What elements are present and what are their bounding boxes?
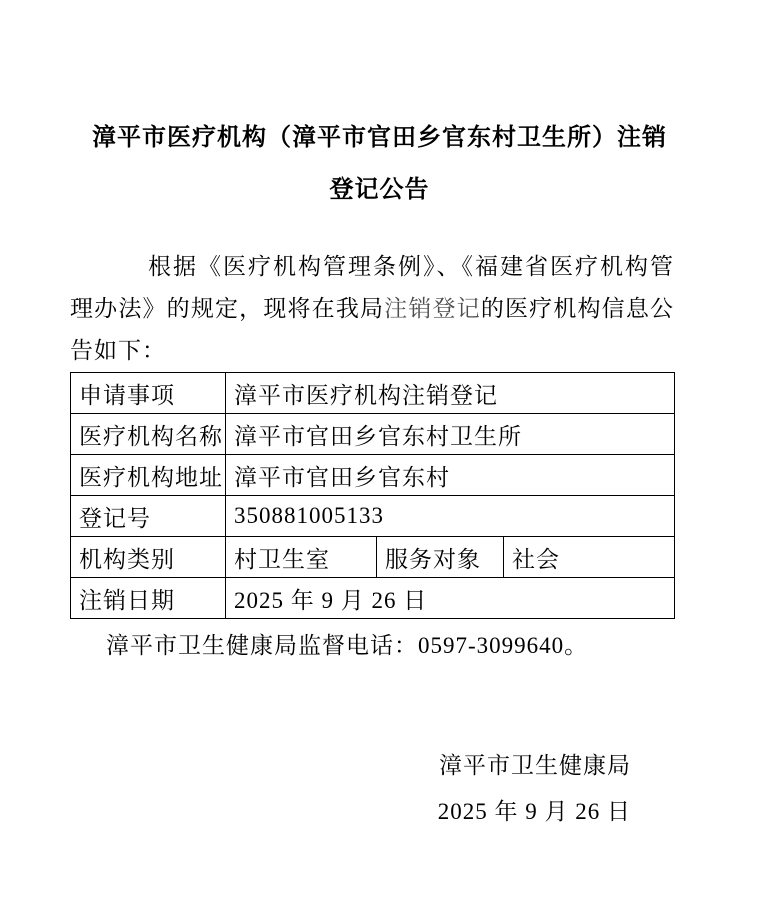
row-label: 服务对象 [377,537,504,578]
page-title-line2: 登记公告 [329,176,430,203]
row-value: 社会 [504,537,675,578]
row-value: 漳平市官田乡官东村 [226,455,675,496]
row-label: 机构类别 [71,537,226,578]
page-title-line1: 漳平市医疗机构（漳平市官田乡官东村卫生所）注销 [92,124,667,151]
row-value: 漳平市官田乡官东村卫生所 [226,414,675,455]
signature-block [0,743,759,835]
row-label: 医疗机构地址 [71,455,226,496]
announcement-page [0,112,759,918]
row-value: 350881005133 [226,496,675,537]
intro-text-before: 根据《医疗机构管理条例》、《福建省医疗机构管理办法》的规定，现将在我局 [70,254,674,321]
row-value: 漳平市医疗机构注销登记 [226,373,675,414]
row-label: 注销日期 [71,578,226,619]
table-row-application [71,373,675,414]
deregistration-info-table [70,372,675,619]
row-label: 医疗机构名称 [71,414,226,455]
signature-org: 漳平市卫生健康局 [439,753,631,778]
table-row-category-and-service [71,537,675,578]
signature-date: 2025 年 9 月 26 日 [437,799,631,824]
table-row-cancel-date [71,578,675,619]
row-value: 村卫生室 [226,537,377,578]
table-row-registration-number [71,496,675,537]
row-value: 2025 年 9 月 26 日 [226,578,675,619]
page-title [40,112,719,216]
table-row-institution-address [71,455,675,496]
intro-text-after: 的医疗机构信息公告如下： [70,296,675,363]
supervision-phone-line: 漳平市卫生健康局监督电话：0597-3099640。 [106,633,589,658]
table-row-institution-name [71,414,675,455]
row-label: 申请事项 [71,373,226,414]
row-label: 登记号 [71,496,226,537]
intro-paragraph [70,246,674,372]
intro-highlight-deregistration: 注销登记 [384,296,481,321]
